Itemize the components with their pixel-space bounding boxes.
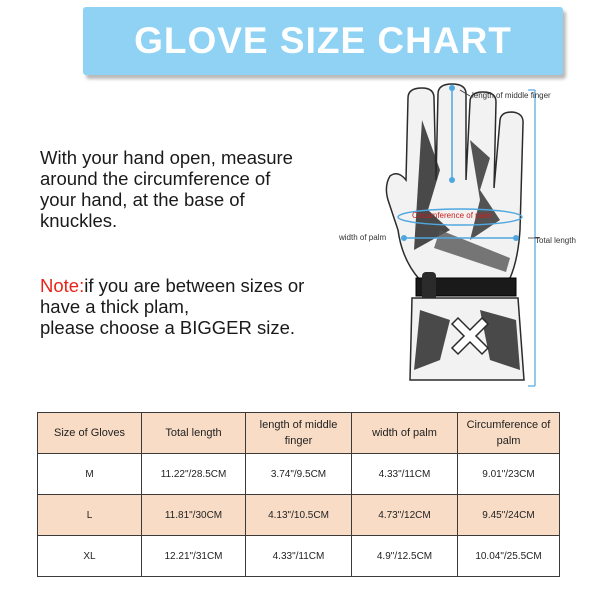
header-width: width of palm bbox=[352, 413, 458, 454]
cell-width: 4.73"/12CM bbox=[352, 495, 458, 536]
cell-total-length: 11.22"/28.5CM bbox=[142, 454, 246, 495]
instruction-line: knuckles. bbox=[40, 210, 118, 231]
table-header-row bbox=[38, 413, 560, 454]
cell-middle-finger: 4.13"/10.5CM bbox=[246, 495, 352, 536]
cell-middle-finger: 4.33"/11CM bbox=[246, 536, 352, 577]
cell-circumference: 10.04"/25.5CM bbox=[458, 536, 560, 577]
glove-illustration bbox=[330, 80, 600, 400]
cell-middle-finger: 3.74"/9.5CM bbox=[246, 454, 352, 495]
label-middle-finger: length of middle finger bbox=[472, 91, 551, 100]
label-circumference: Circumference of palm bbox=[412, 211, 493, 220]
cell-size: XL bbox=[38, 536, 142, 577]
size-table bbox=[37, 412, 560, 577]
table-row bbox=[38, 536, 560, 577]
cell-total-length: 11.81"/30CM bbox=[142, 495, 246, 536]
instruction-line: With your hand open, measure bbox=[40, 147, 293, 168]
table-row bbox=[38, 495, 560, 536]
instruction-line: your hand, at the base of bbox=[40, 189, 245, 210]
label-width: width of palm bbox=[339, 233, 387, 242]
cell-circumference: 9.01"/23CM bbox=[458, 454, 560, 495]
cell-width: 4.33"/11CM bbox=[352, 454, 458, 495]
cell-size: M bbox=[38, 454, 142, 495]
table-row bbox=[38, 454, 560, 495]
cell-size: L bbox=[38, 495, 142, 536]
instruction-line: around the circumference of bbox=[40, 168, 271, 189]
header-circumference: Circumference of palm bbox=[458, 413, 560, 454]
cell-width: 4.9"/12.5CM bbox=[352, 536, 458, 577]
note-line: have a thick plam, bbox=[40, 296, 190, 317]
measure-instructions bbox=[40, 147, 360, 231]
note-line: if you are between sizes or bbox=[84, 275, 305, 296]
label-total-length: Total length bbox=[535, 236, 576, 245]
header-total-length: Total length bbox=[142, 413, 246, 454]
cell-total-length: 12.21"/31CM bbox=[142, 536, 246, 577]
note-line: please choose a BIGGER size. bbox=[40, 317, 296, 338]
title-banner bbox=[83, 7, 563, 75]
note-label: Note: bbox=[40, 275, 85, 296]
size-note bbox=[40, 275, 370, 338]
header-size: Size of Gloves bbox=[38, 413, 142, 454]
glove-icon bbox=[386, 84, 524, 380]
cell-circumference: 9.45"/24CM bbox=[458, 495, 560, 536]
page-title: GLOVE SIZE CHART bbox=[134, 20, 512, 61]
header-middle-finger: length of middle finger bbox=[246, 413, 352, 454]
